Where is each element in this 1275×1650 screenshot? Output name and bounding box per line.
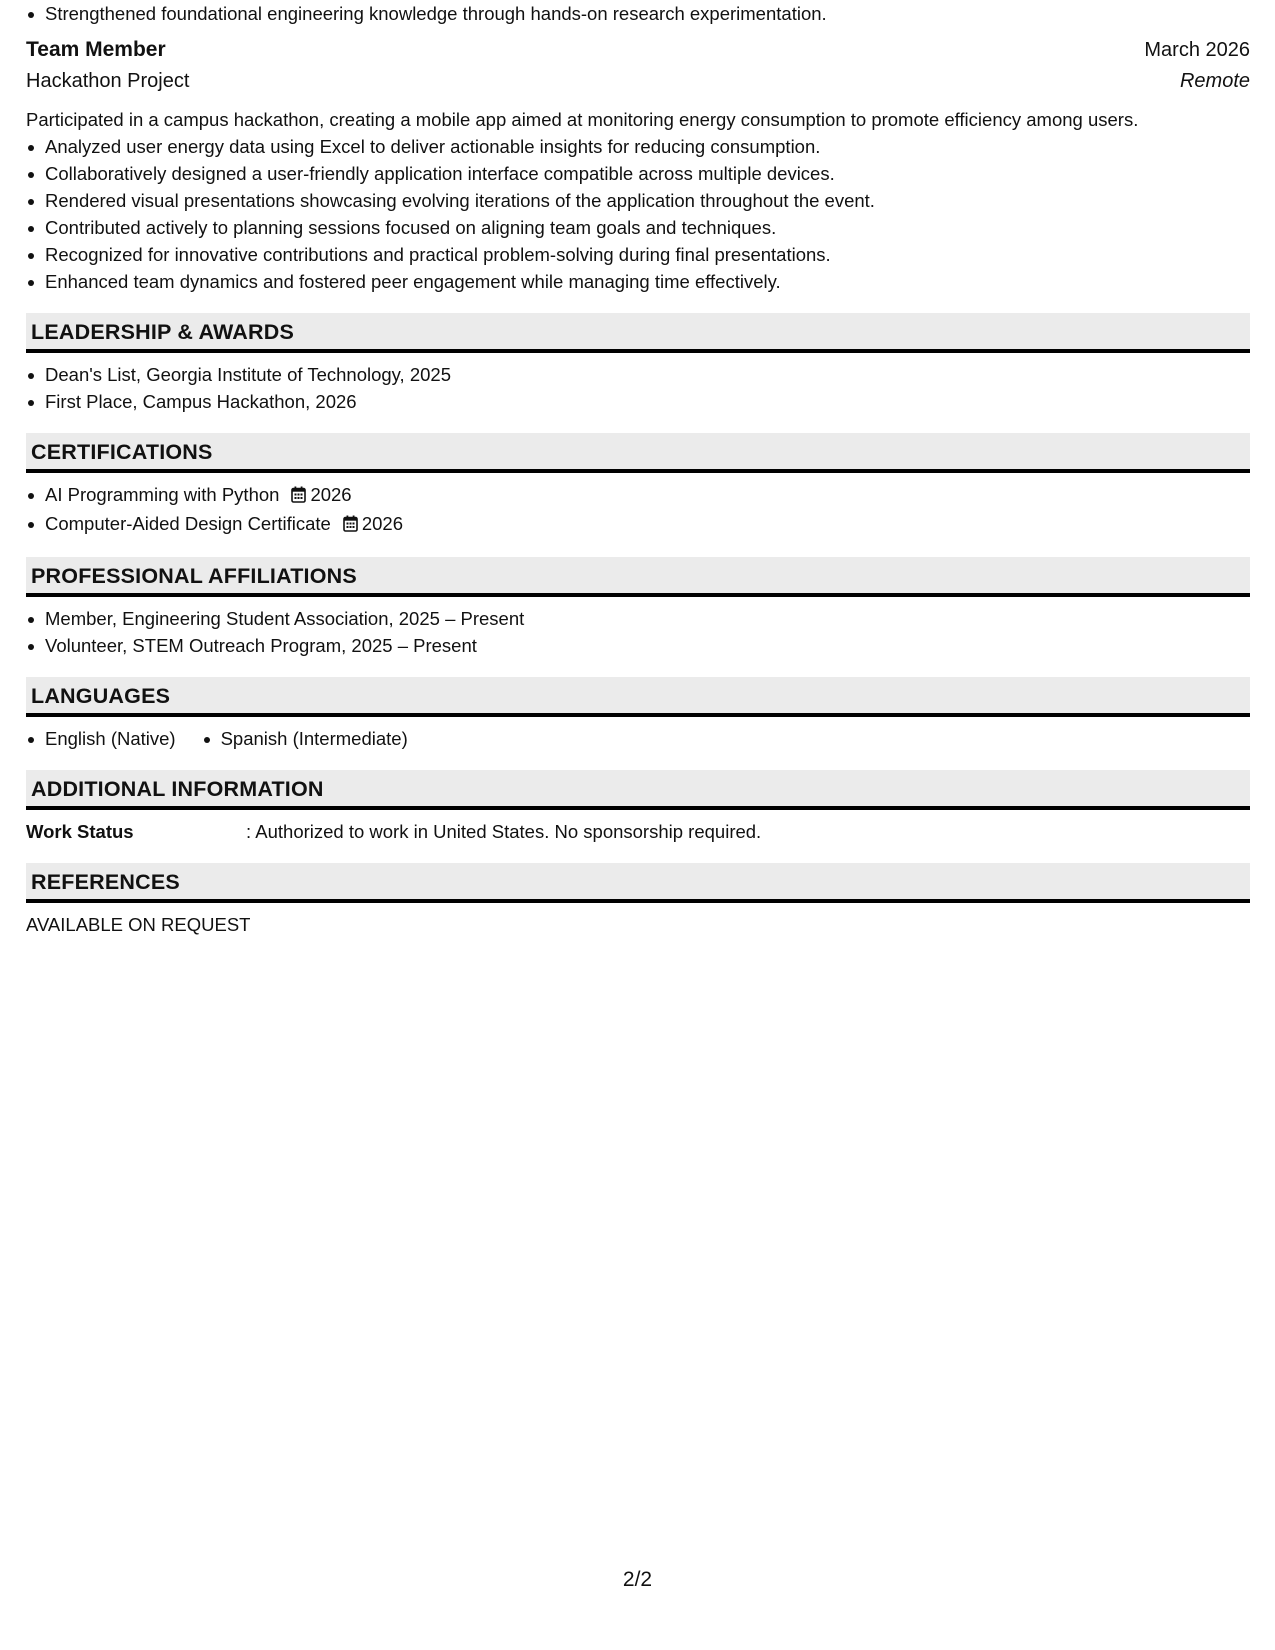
resume-page — [26, 0, 1250, 938]
certifications-list — [26, 481, 1250, 539]
language-item: English (Native) — [26, 725, 176, 752]
bullet-item: Enhanced team dynamics and fostered peer engagement while managing time effectively. — [26, 268, 1250, 295]
leadership-list — [26, 361, 1250, 415]
leadership-item: Dean's List, Georgia Institute of Technology, 2025 — [26, 361, 1250, 388]
affiliation-item: Member, Engineering Student Association, 2025 – Present — [26, 605, 1250, 632]
section-header-additional-information: ADDITIONAL INFORMATION — [26, 770, 1250, 810]
job-entry — [26, 38, 1250, 295]
certification-item — [26, 510, 1250, 539]
page-number: 2/2 — [622, 1568, 653, 1591]
section-header-leadership: LEADERSHIP & AWARDS — [26, 313, 1250, 353]
bullet-item: Rendered visual presentations showcasing evolving iterations of the application throughout the event. — [26, 187, 1250, 214]
calendar-icon — [291, 483, 306, 510]
section-header-references: REFERENCES — [26, 863, 1250, 903]
bullet-item: Strengthened foundational engineering knowledge through hands-on research experimentation. — [26, 0, 1250, 27]
references-text: AVAILABLE ON REQUEST — [26, 914, 251, 935]
job-summary: Participated in a campus hackathon, creating a mobile app aimed at monitoring energy consumption to promote efficiency among users. — [26, 109, 1139, 130]
language-item: Spanish (Intermediate) — [202, 725, 408, 752]
job-title-row — [26, 38, 1250, 68]
job-title: Team Member — [26, 38, 166, 61]
certification-year: 2026 — [310, 484, 352, 505]
bullet-item: Recognized for innovative contributions and practical problem-solving during final presentations. — [26, 241, 1250, 268]
previous-job-bullets — [26, 0, 1250, 27]
bullet-item: Contributed actively to planning sessions focused on aligning team goals and techniques. — [26, 214, 1250, 241]
job-location: Remote — [1179, 70, 1250, 92]
calendar-icon — [343, 512, 358, 539]
work-status-row — [26, 818, 1250, 845]
job-company: Hackathon Project — [26, 70, 190, 92]
certification-name: AI Programming with Python — [45, 484, 280, 505]
certification-item — [26, 481, 1250, 510]
leadership-item: First Place, Campus Hackathon, 2026 — [26, 388, 1250, 415]
certification-name: Computer-Aided Design Certificate — [45, 513, 331, 534]
section-header-certifications: CERTIFICATIONS — [26, 433, 1250, 473]
job-subtitle-row — [26, 70, 1250, 102]
bullet-item: Analyzed user energy data using Excel to deliver actionable insights for reducing consumption. — [26, 133, 1250, 160]
affiliation-item: Volunteer, STEM Outreach Program, 2025 – Present — [26, 632, 1250, 659]
work-status-label: Work Status — [26, 821, 134, 842]
section-header-languages: LANGUAGES — [26, 677, 1250, 717]
bullet-item: Collaboratively designed a user-friendly application interface compatible across multiple devices. — [26, 160, 1250, 187]
work-status-value: : Authorized to work in United States. No sponsorship required. — [246, 821, 762, 842]
job-bullets — [26, 133, 1250, 295]
affiliations-list — [26, 605, 1250, 659]
certification-year: 2026 — [361, 513, 404, 534]
job-date: March 2026 — [1144, 39, 1250, 61]
section-header-affiliations: PROFESSIONAL AFFILIATIONS — [26, 557, 1250, 597]
languages-list — [26, 725, 1250, 752]
